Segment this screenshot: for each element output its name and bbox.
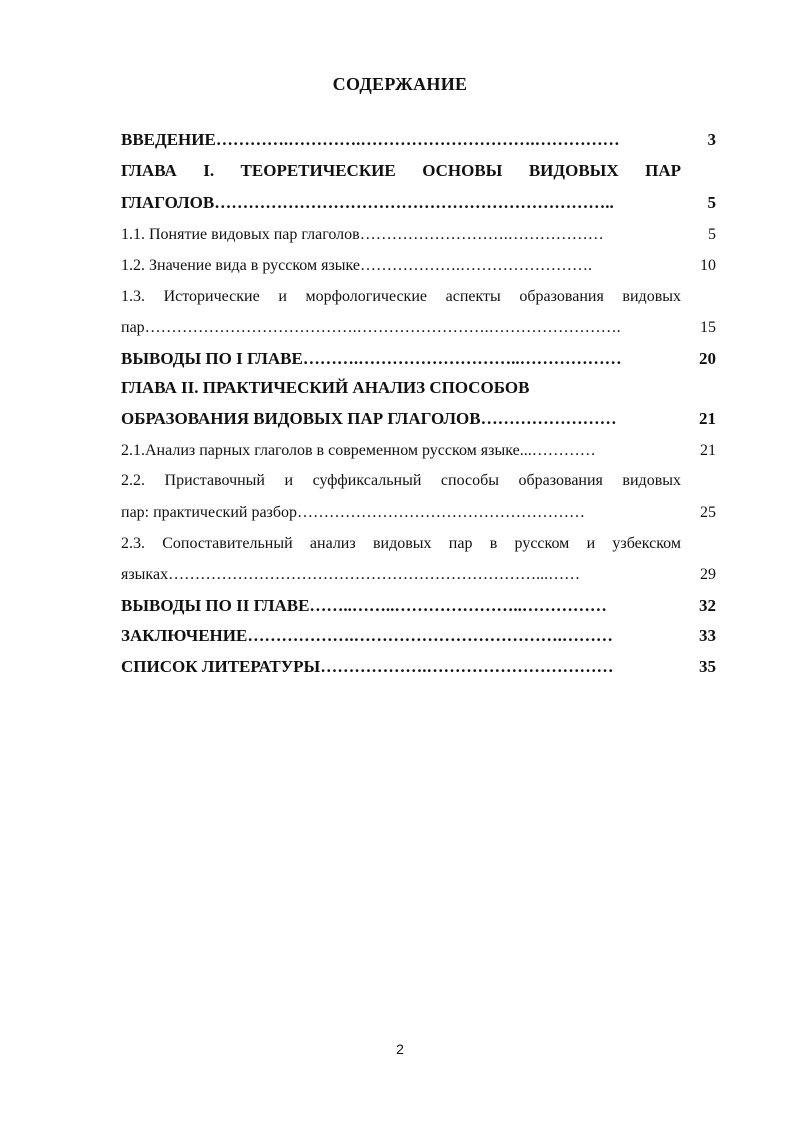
toc-entry-section-2-2-line-2[interactable]: пар: практический разбор……………………………………………… xyxy=(121,504,585,521)
toc-page-section-2-3: 29 xyxy=(700,566,716,583)
toc-entry-section-2-2-line-1[interactable]: 2.2. Приставочный и суффиксальный способы образования видовых xyxy=(121,472,681,489)
toc-entry-chapter-2-line-1[interactable]: ГЛАВА II. ПРАКТИЧЕСКИЙ АНАЛИЗ СПОСОБОВ xyxy=(121,378,530,397)
toc-page-chapter-1: 5 xyxy=(707,193,716,212)
toc-page-conclusions-chapter-2: 32 xyxy=(699,596,716,615)
toc-entry-chapter-1-line-2[interactable]: ГЛАГОЛОВ…………………………………………………………….. xyxy=(121,193,614,212)
toc-entry-section-2-3-line-2[interactable]: языках……………………………………………………………...…… xyxy=(121,566,581,583)
toc-page-section-2-1: 21 xyxy=(700,442,716,459)
toc-entry-section-1-2[interactable]: 1.2. Значение вида в русском языке……………….……………………. xyxy=(121,257,593,274)
toc-page-introduction: 3 xyxy=(707,130,716,149)
toc-page-section-2-2: 25 xyxy=(700,504,716,521)
toc-page-conclusions-chapter-1: 20 xyxy=(699,349,716,368)
toc-page-conclusion: 33 xyxy=(699,626,716,645)
toc-entry-introduction[interactable]: ВВЕДЕНИЕ………….………….………………………….…………… xyxy=(121,130,620,149)
toc-entry-conclusions-chapter-2[interactable]: ВЫВОДЫ ПО II ГЛАВЕ……..……..…………………..…………… xyxy=(121,596,607,615)
toc-entry-conclusions-chapter-1[interactable]: ВЫВОДЫ ПО I ГЛАВЕ……….………………………..……………… xyxy=(121,349,622,368)
toc-entry-section-2-1[interactable]: 2.1.Анализ парных глаголов в современном русском языке...………… xyxy=(121,442,596,459)
toc-entry-section-1-1[interactable]: 1.1. Понятие видовых пар глаголов……………………….……………… xyxy=(121,226,604,243)
toc-entry-section-2-3-line-1[interactable]: 2.3. Сопоставительный анализ видовых пар в русском и узбекском xyxy=(121,535,681,552)
toc-entry-section-1-3-line-1[interactable]: 1.3. Исторические и морфологические аспекты образования видовых xyxy=(121,288,681,305)
toc-page-chapter-2: 21 xyxy=(699,409,716,428)
page-title: СОДЕРЖАНИЕ xyxy=(332,74,468,94)
toc-entry-chapter-1-line-1[interactable]: ГЛАВА I. ТЕОРЕТИЧЕСКИЕ ОСНОВЫ ВИДОВЫХ ПАР xyxy=(121,161,681,180)
toc-entry-chapter-2-line-2[interactable]: ОБРАЗОВАНИЯ ВИДОВЫХ ПАР ГЛАГОЛОВ…………………… xyxy=(121,409,617,428)
toc-page-references: 35 xyxy=(699,657,716,676)
toc-entry-section-1-3-line-2[interactable]: пар………………………………….…………………….……………………. xyxy=(121,319,621,336)
toc-entry-references[interactable]: СПИСОК ЛИТЕРАТУРЫ……………….…………………………… xyxy=(121,657,614,676)
toc-page-section-1-2: 10 xyxy=(700,257,716,274)
toc-page-section-1-1: 5 xyxy=(708,226,716,243)
toc-page-section-1-3: 15 xyxy=(700,319,716,336)
page-number: 2 xyxy=(396,1041,404,1057)
toc-entry-conclusion[interactable]: ЗАКЛЮЧЕНИЕ……………….……………………………….……… xyxy=(121,626,613,645)
